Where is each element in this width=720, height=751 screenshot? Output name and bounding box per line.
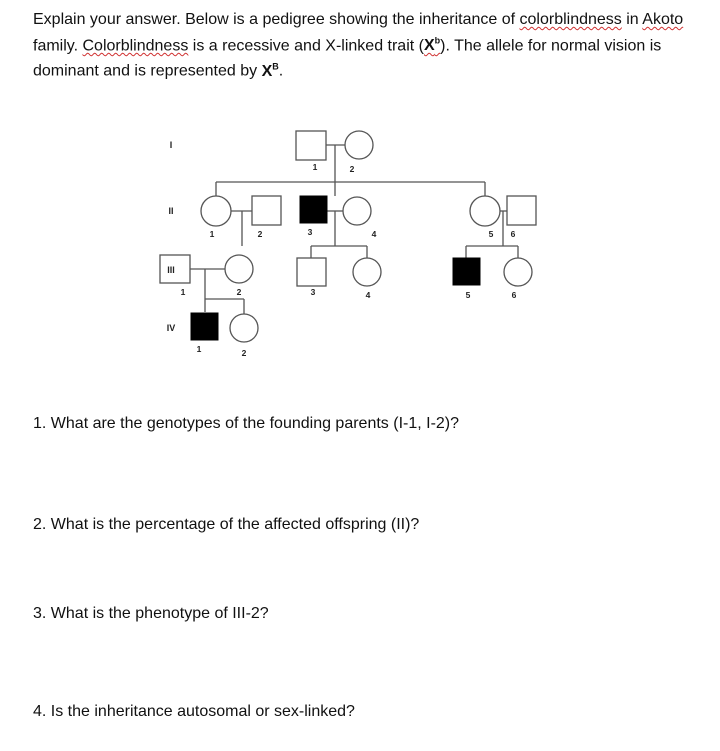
individual-label: 6	[511, 290, 517, 300]
III-5-affected-male	[453, 258, 480, 285]
III-6-female	[504, 258, 532, 286]
spellcheck-word: Colorblindness	[82, 36, 189, 54]
spellcheck-word: colorblindness	[519, 11, 622, 28]
III-1-male	[160, 255, 190, 283]
II-2-male	[252, 196, 281, 225]
generation-label-I: I	[169, 140, 173, 150]
generation-label-II: II	[168, 206, 174, 216]
generation-label-III: III	[167, 265, 175, 275]
IV-2-female	[230, 314, 258, 342]
individual-label: 4	[371, 229, 377, 239]
intro-paragraph: Explain your answer. Below is a pedigree showing the inheritance of colorblindness in Akoto family. Colorblindness is a recessive and X-linked trait $(X^b)$. The allele for normal vision is dominant and is represented by $X^B$.	[33, 11, 684, 80]
individual-label: 2	[241, 348, 247, 358]
III-3-male	[297, 258, 326, 286]
individual-label: 5	[465, 290, 471, 300]
III-4-female	[353, 258, 381, 286]
individual-label: 5	[488, 229, 494, 239]
individual-label: 4	[365, 290, 371, 300]
individual-label: 6	[510, 229, 516, 239]
IV-1-affected-male	[191, 313, 218, 340]
II-1-female	[201, 196, 231, 226]
individual-label: 1	[312, 162, 318, 172]
II-4-female	[343, 197, 371, 225]
question-4: 4. Is the inheritance autosomal or sex-linked?	[33, 703, 355, 720]
individual-label: 2	[236, 287, 242, 297]
question-1: 1. What are the genotypes of the founding parents (I-1, I-2)?	[33, 415, 460, 432]
I-1-male	[296, 131, 326, 160]
II-3-affected-male	[300, 196, 327, 223]
question-2: 2. What is the percentage of the affected offspring (II)?	[33, 516, 420, 533]
individual-label: 2	[349, 164, 355, 174]
individual-label: 2	[257, 229, 263, 239]
individual-label: 1	[209, 229, 215, 239]
allele-dominant: $X^B$	[261, 61, 279, 80]
I-2-female	[345, 131, 373, 159]
individual-label: 3	[307, 227, 313, 237]
individual-label: 3	[310, 287, 316, 297]
II-6-male	[507, 196, 536, 225]
spellcheck-word: Akoto	[642, 11, 684, 28]
generation-label-IV: IV	[166, 323, 176, 333]
II-5-female	[470, 196, 500, 226]
allele-recessive: $X^b$	[423, 35, 441, 54]
III-2-female	[225, 255, 253, 283]
question-3: 3. What is the phenotype of III-2?	[33, 605, 269, 622]
individual-label: 1	[196, 344, 202, 354]
individual-label: 1	[180, 287, 186, 297]
